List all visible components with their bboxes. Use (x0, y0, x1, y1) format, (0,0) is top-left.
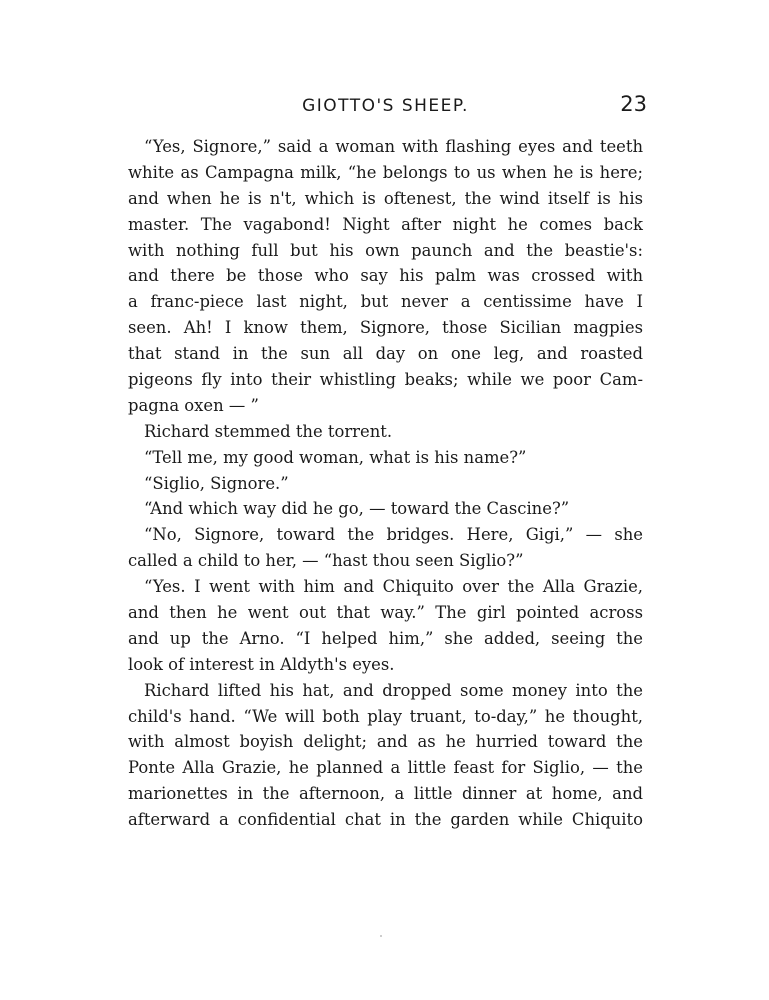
text-line: Richard stemmed the torrent. (144, 421, 393, 441)
text-line: and there be those who say his palm was crossed with (128, 266, 643, 286)
text-line: called a child to her, — “hast thou seen Siglio?” (128, 551, 524, 571)
text-line: seen. Ah! I know them, Signore, those Sicilian magpies (128, 318, 643, 338)
text-line: white as Campagna milk, “he belongs to us when he is here; (128, 162, 643, 182)
text-line: “And which way did he go, — toward the Cascine?” (144, 499, 570, 519)
text-line: with almost boyish delight; and as he hurried toward the (128, 732, 643, 752)
text-line: and up the Arno. “I helped him,” she added, seeing the (128, 628, 643, 648)
text-line: and when he is n't, which is oftenest, the wind itself is his (128, 188, 643, 208)
text-line: afterward a confidential chat in the garden while Chiquito (128, 810, 643, 830)
text-line: “No, Signore, toward the bridges. Here, Gigi,” — she (144, 525, 643, 545)
text-line: master. The vagabond! Night after night he comes back (128, 214, 643, 234)
running-title: GIOTTO'S SHEEP. (302, 96, 469, 116)
text-line: “Yes. I went with him and Chiquito over the Alla Grazie, (144, 577, 643, 597)
running-head (128, 92, 647, 122)
text-line: child's hand. “We will both play truant, to-day,” he thought, (128, 706, 643, 726)
page-number: 23 (620, 92, 647, 116)
book-page (128, 92, 647, 833)
text-line: Ponte Alla Grazie, he planned a little feast for Siglio, — the (128, 758, 643, 778)
text-line: “Yes, Signore,” said a woman with flashing eyes and teeth (144, 137, 643, 156)
text-line: pagna oxen — ” (128, 395, 259, 415)
text-line: “Tell me, my good woman, what is his name?” (144, 447, 527, 467)
text-line: Richard lifted his hat, and dropped some money into the (144, 680, 643, 700)
text-line: “Siglio, Signore.” (144, 473, 289, 493)
body-text (128, 134, 643, 833)
text-line: that stand in the sun all day on one leg, and roasted (128, 344, 643, 364)
text-line: look of interest in Aldyth's eyes. (128, 654, 395, 674)
paper-speck (380, 935, 382, 937)
text-line: pigeons fly into their whistling beaks; while we poor Cam- (128, 370, 643, 390)
text-line: marionettes in the afternoon, a little dinner at home, and (128, 784, 643, 804)
text-line: with nothing full but his own paunch and the beastie's: (128, 240, 643, 260)
text-line: a franc-piece last night, but never a centissime have I (128, 292, 643, 312)
text-line: and then he went out that way.” The girl pointed across (128, 603, 643, 623)
